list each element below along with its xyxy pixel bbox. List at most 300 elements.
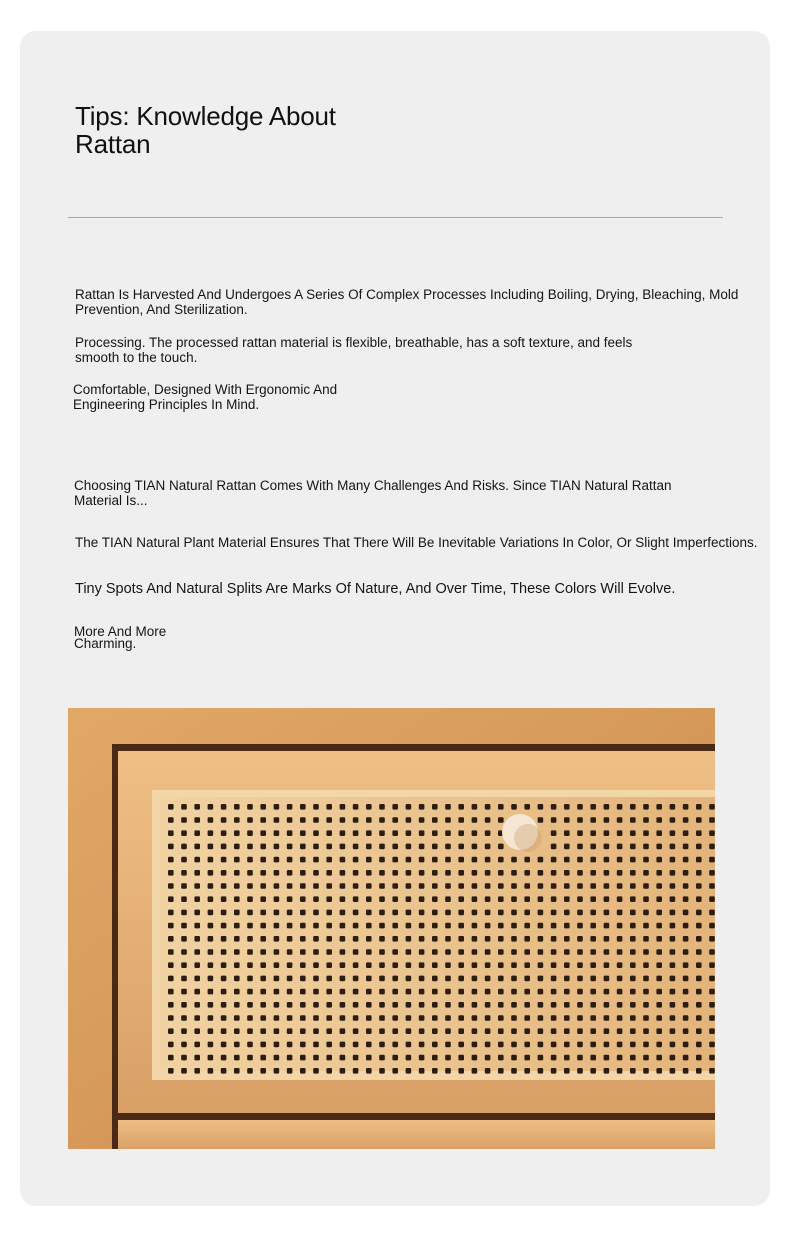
- weave-hole: [656, 976, 662, 982]
- weave-hole: [260, 949, 266, 955]
- weave-hole: [419, 923, 425, 929]
- weave-hole: [432, 910, 438, 916]
- weave-hole: [406, 804, 412, 810]
- weave-hole: [445, 896, 451, 902]
- weave-hole: [326, 989, 332, 995]
- weave-hole: [287, 804, 293, 810]
- weave-hole: [670, 830, 676, 836]
- weave-hole: [551, 1042, 557, 1048]
- weave-hole: [274, 962, 280, 968]
- weave-hole: [181, 1002, 187, 1008]
- weave-hole: [313, 896, 319, 902]
- weave-hole: [208, 949, 214, 955]
- weave-hole: [313, 923, 319, 929]
- weave-hole: [168, 1002, 174, 1008]
- weave-hole: [656, 804, 662, 810]
- weave-hole: [406, 1055, 412, 1061]
- weave-hole: [643, 830, 649, 836]
- weave-hole: [458, 1068, 464, 1074]
- weave-hole: [326, 949, 332, 955]
- weave-hole: [524, 1068, 530, 1074]
- weave-hole: [353, 1068, 359, 1074]
- weave-hole: [313, 962, 319, 968]
- weave-hole: [683, 844, 689, 850]
- weave-hole: [498, 896, 504, 902]
- weave-hole: [472, 896, 478, 902]
- weave-hole: [524, 804, 530, 810]
- weave-hole: [696, 962, 702, 968]
- weave-hole: [590, 936, 596, 942]
- weave-hole: [392, 923, 398, 929]
- weave-hole: [696, 1015, 702, 1021]
- weave-hole: [472, 989, 478, 995]
- weave-hole: [221, 1015, 227, 1021]
- weave-hole: [630, 949, 636, 955]
- weave-hole: [604, 857, 610, 863]
- weave-hole: [221, 1028, 227, 1034]
- paragraph-processing: Processing. The processed rattan material is flexible, breathable, has a soft texture, and feels smooth to the touch.: [75, 335, 633, 365]
- weave-hole: [379, 883, 385, 889]
- weave-hole: [366, 1042, 372, 1048]
- weave-hole: [221, 883, 227, 889]
- weave-hole: [551, 923, 557, 929]
- weave-hole: [194, 870, 200, 876]
- weave-hole: [604, 896, 610, 902]
- weave-hole: [458, 804, 464, 810]
- weave-hole: [234, 949, 240, 955]
- weave-hole: [168, 1068, 174, 1074]
- weave-hole: [538, 883, 544, 889]
- weave-hole: [617, 1055, 623, 1061]
- weave-hole: [419, 857, 425, 863]
- weave-hole: [234, 817, 240, 823]
- weave-hole: [590, 962, 596, 968]
- weave-hole: [564, 1068, 570, 1074]
- weave-hole: [432, 949, 438, 955]
- weave-hole: [683, 910, 689, 916]
- weave-hole: [485, 883, 491, 889]
- weave-hole: [194, 910, 200, 916]
- weave-hole: [472, 949, 478, 955]
- weave-hole: [326, 910, 332, 916]
- weave-hole: [208, 817, 214, 823]
- weave-hole: [538, 910, 544, 916]
- weave-hole: [458, 1028, 464, 1034]
- weave-hole: [313, 844, 319, 850]
- weave-hole: [392, 896, 398, 902]
- weave-hole: [670, 923, 676, 929]
- weave-hole: [617, 1028, 623, 1034]
- weave-hole: [472, 870, 478, 876]
- weave-hole: [524, 949, 530, 955]
- weave-hole: [287, 844, 293, 850]
- weave-hole: [524, 896, 530, 902]
- weave-hole: [630, 883, 636, 889]
- weave-hole: [406, 976, 412, 982]
- weave-hole: [168, 910, 174, 916]
- weave-hole: [590, 844, 596, 850]
- weave-hole: [168, 896, 174, 902]
- weave-hole: [432, 857, 438, 863]
- weave-hole: [406, 949, 412, 955]
- weave-hole: [406, 830, 412, 836]
- weave-hole: [181, 830, 187, 836]
- weave-hole: [366, 1002, 372, 1008]
- weave-hole: [445, 830, 451, 836]
- weave-hole: [379, 936, 385, 942]
- weave-hole: [379, 1002, 385, 1008]
- weave-hole: [472, 857, 478, 863]
- weave-hole: [709, 1002, 715, 1008]
- weave-hole: [577, 1055, 583, 1061]
- weave-hole: [472, 1068, 478, 1074]
- weave-hole: [300, 936, 306, 942]
- weave-hole: [194, 1015, 200, 1021]
- weave-hole: [406, 923, 412, 929]
- weave-hole: [300, 830, 306, 836]
- weave-hole: [498, 817, 504, 823]
- weave-hole: [326, 976, 332, 982]
- weave-hole: [445, 804, 451, 810]
- weave-hole: [696, 949, 702, 955]
- weave-hole: [472, 804, 478, 810]
- weave-hole: [406, 936, 412, 942]
- weave-hole: [406, 1028, 412, 1034]
- weave-hole: [194, 1028, 200, 1034]
- weave-hole: [630, 857, 636, 863]
- weave-hole: [683, 962, 689, 968]
- weave-hole: [604, 976, 610, 982]
- weave-hole: [260, 1055, 266, 1061]
- weave-hole: [709, 1055, 715, 1061]
- weave-hole: [234, 870, 240, 876]
- weave-hole: [274, 989, 280, 995]
- weave-hole: [366, 844, 372, 850]
- weave-hole: [274, 1068, 280, 1074]
- weave-hole: [617, 976, 623, 982]
- weave-hole: [340, 830, 346, 836]
- weave-hole: [498, 923, 504, 929]
- weave-hole: [287, 1068, 293, 1074]
- weave-hole: [643, 1002, 649, 1008]
- weave-hole: [577, 870, 583, 876]
- weave-hole: [683, 830, 689, 836]
- weave-hole: [181, 989, 187, 995]
- weave-hole: [604, 1015, 610, 1021]
- weave-hole: [234, 857, 240, 863]
- weave-hole: [590, 976, 596, 982]
- weave-hole: [498, 1028, 504, 1034]
- weave-hole: [604, 949, 610, 955]
- weave-hole: [564, 817, 570, 823]
- weave-hole: [168, 870, 174, 876]
- weave-hole: [379, 1028, 385, 1034]
- weave-hole: [590, 989, 596, 995]
- weave-hole: [392, 962, 398, 968]
- weave-hole: [564, 1042, 570, 1048]
- weave-hole: [260, 1042, 266, 1048]
- weave-hole: [326, 844, 332, 850]
- weave-hole: [366, 1028, 372, 1034]
- weave-hole: [313, 1055, 319, 1061]
- weave-hole: [432, 817, 438, 823]
- weave-hole: [564, 896, 570, 902]
- weave-hole: [392, 844, 398, 850]
- weave-hole: [260, 1002, 266, 1008]
- weave-hole: [326, 923, 332, 929]
- weave-hole: [445, 962, 451, 968]
- weave-hole: [300, 910, 306, 916]
- weave-hole: [432, 1028, 438, 1034]
- weave-hole: [340, 976, 346, 982]
- weave-hole: [709, 1042, 715, 1048]
- weave-hole: [353, 962, 359, 968]
- weave-hole: [234, 1028, 240, 1034]
- weave-hole: [194, 804, 200, 810]
- weave-hole: [696, 989, 702, 995]
- weave-hole: [326, 1028, 332, 1034]
- weave-hole: [340, 910, 346, 916]
- weave-hole: [247, 962, 253, 968]
- weave-hole: [234, 1055, 240, 1061]
- weave-hole: [472, 976, 478, 982]
- weave-hole: [221, 1042, 227, 1048]
- weave-hole: [300, 1042, 306, 1048]
- weave-hole: [234, 923, 240, 929]
- weave-hole: [300, 962, 306, 968]
- weave-hole: [340, 844, 346, 850]
- weave-hole: [498, 949, 504, 955]
- weave-hole: [326, 1068, 332, 1074]
- weave-hole: [445, 883, 451, 889]
- weave-hole: [498, 870, 504, 876]
- weave-hole: [432, 923, 438, 929]
- weave-hole: [551, 962, 557, 968]
- weave-hole: [234, 1015, 240, 1021]
- weave-hole: [340, 817, 346, 823]
- weave-hole: [313, 949, 319, 955]
- weave-hole: [419, 949, 425, 955]
- weave-hole: [234, 896, 240, 902]
- weave-hole: [353, 870, 359, 876]
- weave-hole: [221, 844, 227, 850]
- weave-hole: [300, 896, 306, 902]
- weave-hole: [419, 1002, 425, 1008]
- weave-hole: [670, 910, 676, 916]
- weave-hole: [208, 804, 214, 810]
- weave-hole: [287, 896, 293, 902]
- weave-hole: [551, 817, 557, 823]
- weave-hole: [392, 1042, 398, 1048]
- weave-hole: [511, 989, 517, 995]
- weave-hole: [617, 817, 623, 823]
- weave-hole: [274, 1015, 280, 1021]
- weave-hole: [432, 844, 438, 850]
- weave-hole: [458, 883, 464, 889]
- weave-hole: [630, 1015, 636, 1021]
- weave-hole: [709, 896, 715, 902]
- weave-hole: [168, 949, 174, 955]
- weave-hole: [551, 910, 557, 916]
- weave-hole: [300, 844, 306, 850]
- weave-hole: [340, 896, 346, 902]
- weave-hole: [432, 804, 438, 810]
- weave-hole: [564, 936, 570, 942]
- weave-hole: [326, 1042, 332, 1048]
- weave-hole: [287, 989, 293, 995]
- weave-hole: [366, 1055, 372, 1061]
- weave-hole: [300, 857, 306, 863]
- weave-hole: [551, 1028, 557, 1034]
- weave-hole: [485, 804, 491, 810]
- weave-hole: [353, 896, 359, 902]
- weave-hole: [247, 857, 253, 863]
- weave-hole: [221, 1068, 227, 1074]
- weave-hole: [392, 910, 398, 916]
- weave-hole: [287, 857, 293, 863]
- weave-hole: [406, 910, 412, 916]
- weave-hole: [194, 923, 200, 929]
- weave-hole: [709, 910, 715, 916]
- weave-hole: [458, 910, 464, 916]
- weave-hole: [445, 1002, 451, 1008]
- weave-hole: [604, 989, 610, 995]
- weave-hole: [300, 817, 306, 823]
- weave-hole: [287, 936, 293, 942]
- weave-hole: [274, 830, 280, 836]
- weave-hole: [221, 936, 227, 942]
- weave-hole: [485, 1028, 491, 1034]
- weave-hole: [696, 817, 702, 823]
- weave-hole: [260, 936, 266, 942]
- weave-hole: [260, 817, 266, 823]
- weave-hole: [670, 857, 676, 863]
- weave-hole: [300, 804, 306, 810]
- weave-hole: [498, 910, 504, 916]
- weave-hole: [247, 804, 253, 810]
- weave-hole: [538, 804, 544, 810]
- weave-hole: [498, 804, 504, 810]
- paragraph-natural-marks: Tiny Spots And Natural Splits Are Marks Of Nature, And Over Time, These Colors Will Evolve.: [75, 581, 676, 597]
- weave-hole: [472, 1028, 478, 1034]
- weave-hole: [683, 1002, 689, 1008]
- weave-hole: [709, 923, 715, 929]
- weave-hole: [313, 910, 319, 916]
- weave-hole: [617, 936, 623, 942]
- weave-hole: [392, 989, 398, 995]
- weave-hole: [683, 1055, 689, 1061]
- weave-hole: [300, 1002, 306, 1008]
- weave-hole: [590, 830, 596, 836]
- weave-hole: [392, 1002, 398, 1008]
- weave-hole: [604, 870, 610, 876]
- weave-hole: [709, 1028, 715, 1034]
- weave-hole: [181, 896, 187, 902]
- weave-hole: [379, 857, 385, 863]
- weave-hole: [274, 817, 280, 823]
- weave-hole: [670, 817, 676, 823]
- weave-hole: [604, 830, 610, 836]
- weave-hole: [524, 870, 530, 876]
- weave-hole: [181, 870, 187, 876]
- weave-hole: [524, 1002, 530, 1008]
- weave-hole: [511, 1055, 517, 1061]
- weave-hole: [485, 844, 491, 850]
- weave-hole: [353, 1055, 359, 1061]
- weave-hole: [617, 910, 623, 916]
- weave-hole: [445, 1055, 451, 1061]
- weave-hole: [340, 804, 346, 810]
- weave-hole: [604, 962, 610, 968]
- weave-hole: [208, 989, 214, 995]
- weave-hole: [458, 857, 464, 863]
- weave-hole: [432, 989, 438, 995]
- weave-hole: [590, 1055, 596, 1061]
- weave-hole: [340, 936, 346, 942]
- weave-hole: [643, 949, 649, 955]
- weave-hole: [683, 976, 689, 982]
- weave-hole: [419, 1028, 425, 1034]
- weave-hole: [326, 817, 332, 823]
- weave-hole: [485, 962, 491, 968]
- weave-hole: [617, 870, 623, 876]
- weave-hole: [247, 817, 253, 823]
- weave-hole: [577, 949, 583, 955]
- weave-hole: [551, 989, 557, 995]
- weave-hole: [709, 870, 715, 876]
- weave-hole: [630, 844, 636, 850]
- weave-hole: [419, 1042, 425, 1048]
- weave-hole: [670, 1055, 676, 1061]
- weave-hole: [617, 857, 623, 863]
- weave-hole: [538, 857, 544, 863]
- weave-hole: [340, 1068, 346, 1074]
- weave-hole: [287, 1002, 293, 1008]
- weave-hole: [181, 910, 187, 916]
- weave-hole: [564, 923, 570, 929]
- weave-hole: [208, 1028, 214, 1034]
- weave-hole: [353, 830, 359, 836]
- weave-hole: [485, 1002, 491, 1008]
- weave-hole: [260, 896, 266, 902]
- weave-hole: [643, 1042, 649, 1048]
- weave-hole: [709, 936, 715, 942]
- weave-hole: [511, 976, 517, 982]
- weave-hole: [683, 989, 689, 995]
- weave-hole: [617, 830, 623, 836]
- weave-hole: [353, 989, 359, 995]
- weave-hole: [221, 976, 227, 982]
- weave-hole: [590, 804, 596, 810]
- weave-hole: [630, 910, 636, 916]
- weave-hole: [221, 962, 227, 968]
- weave-hole: [472, 1015, 478, 1021]
- weave-hole: [604, 1068, 610, 1074]
- weave-hole: [590, 1042, 596, 1048]
- weave-hole: [366, 857, 372, 863]
- weave-hole: [458, 1055, 464, 1061]
- weave-hole: [564, 1015, 570, 1021]
- weave-hole: [168, 804, 174, 810]
- weave-hole: [353, 817, 359, 823]
- weave-hole: [498, 962, 504, 968]
- weave-hole: [670, 962, 676, 968]
- weave-hole: [432, 870, 438, 876]
- weave-hole: [643, 923, 649, 929]
- weave-hole: [656, 936, 662, 942]
- weave-hole: [366, 870, 372, 876]
- weave-hole: [168, 1055, 174, 1061]
